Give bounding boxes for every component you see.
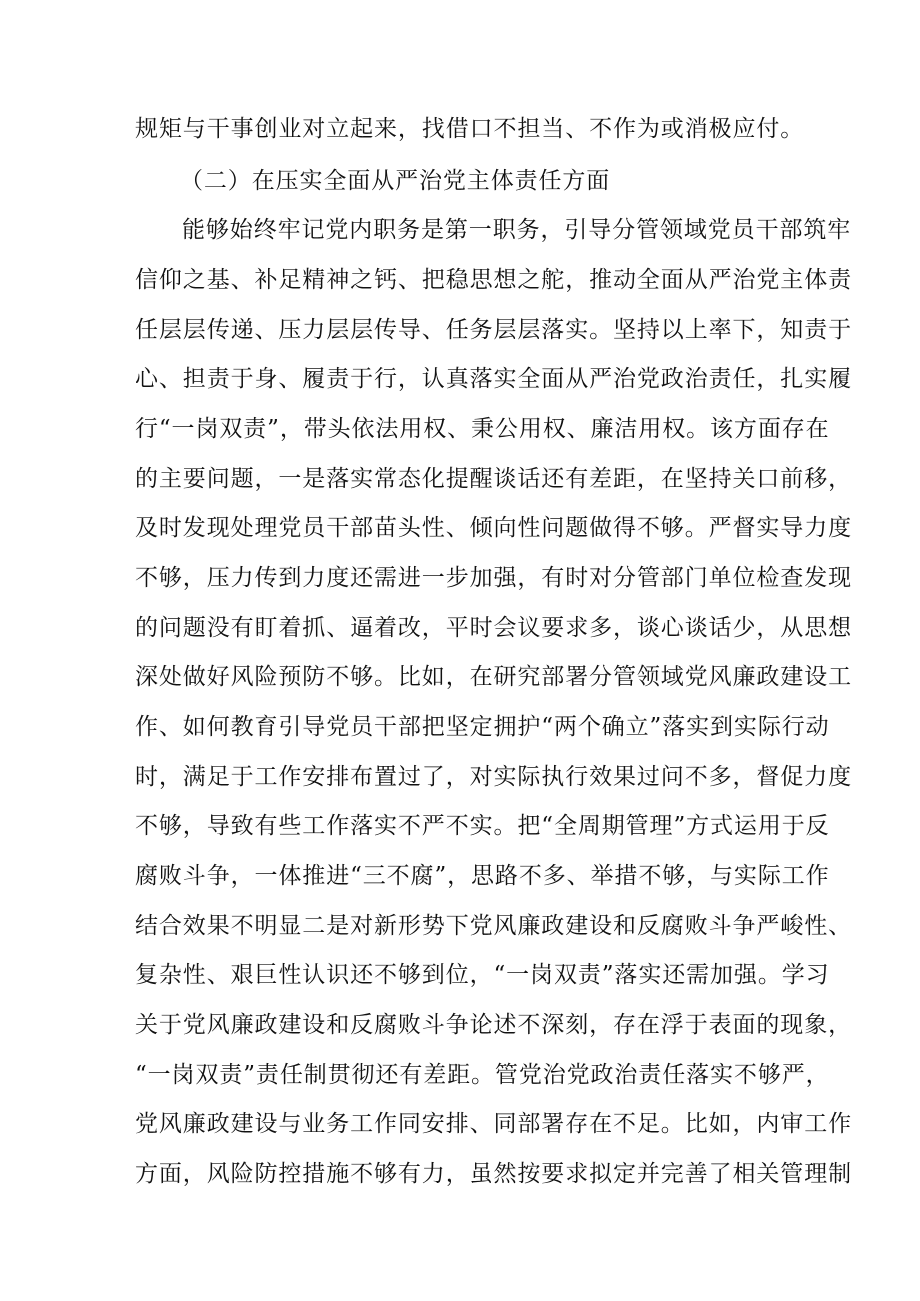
text-line: 行“一岗双责”，带头依法用权、秉公用权、廉洁用权。该方面存在 xyxy=(135,416,830,442)
text-line: 的主要问题，一是落实常态化提醒谈话还有差距，在坚持关口前移， xyxy=(135,466,852,492)
text-line: 规矩与干事创业对立起来，找借口不担当、不作为或消极应付。 xyxy=(135,116,805,142)
text-line: 腐败斗争，一体推进“三不腐”，思路不多、举措不够，与实际工作 xyxy=(135,863,830,889)
text-line: 及时发现处理党员干部苗头性、倾向性问题做得不够。严督实导力度 xyxy=(135,515,852,541)
text-line: 时，满足于工作安排布置过了，对实际执行效果过问不多，督促力度 xyxy=(135,764,852,790)
text-line: “一岗双责”责任制贯彻还有差距。管党治党政治责任落实不够严， xyxy=(135,1062,830,1088)
text-line: 能够始终牢记党内职务是第一职务，引导分管领域党员干部筑牢 xyxy=(182,217,852,243)
text-line: 任层层传递、压力层层传导、任务层层落实。坚持以上率下，知责于 xyxy=(135,317,852,343)
text-line: 作、如何教育引导党员干部把坚定拥护“两个确立”落实到实际行动 xyxy=(135,714,830,740)
text-line: 深处做好风险预防不够。比如，在研究部署分管领域党风廉政建设工 xyxy=(135,664,852,690)
text-line: 不够，压力传到力度还需进一步加强，有时对分管部门单位检查发现 xyxy=(135,565,852,591)
text-line: 关于党风廉政建设和反腐败斗争论述不深刻，存在浮于表面的现象， xyxy=(135,1012,852,1038)
text-line: 的问题没有盯着抓、逼着改，平时会议要求多，谈心谈话少，从思想 xyxy=(135,615,852,641)
text-line: 心、担责于身、履责于行，认真落实全面从严治党政治责任，扎实履 xyxy=(135,366,852,392)
text-line: 方面，风险防控措施不够有力，虽然按要求拟定并完善了相关管理制 xyxy=(135,1161,852,1187)
text-line: 信仰之基、补足精神之钙、把稳思想之舵，推动全面从严治党主体责 xyxy=(135,267,852,293)
text-line: 复杂性、艰巨性认识还不够到位，“一岗双责”落实还需加强。学习 xyxy=(135,962,830,988)
section-heading: （二）在压实全面从严治党主体责任方面 xyxy=(180,168,611,194)
text-line: 党风廉政建设与业务工作同安排、同部署存在不足。比如，内审工作 xyxy=(135,1111,852,1137)
text-line: 结合效果不明显二是对新形势下党风廉政建设和反腐败斗争严峻性、 xyxy=(135,913,852,939)
text-line: 不够，导致有些工作落实不严不实。把“全周期管理”方式运用于反 xyxy=(135,813,830,839)
